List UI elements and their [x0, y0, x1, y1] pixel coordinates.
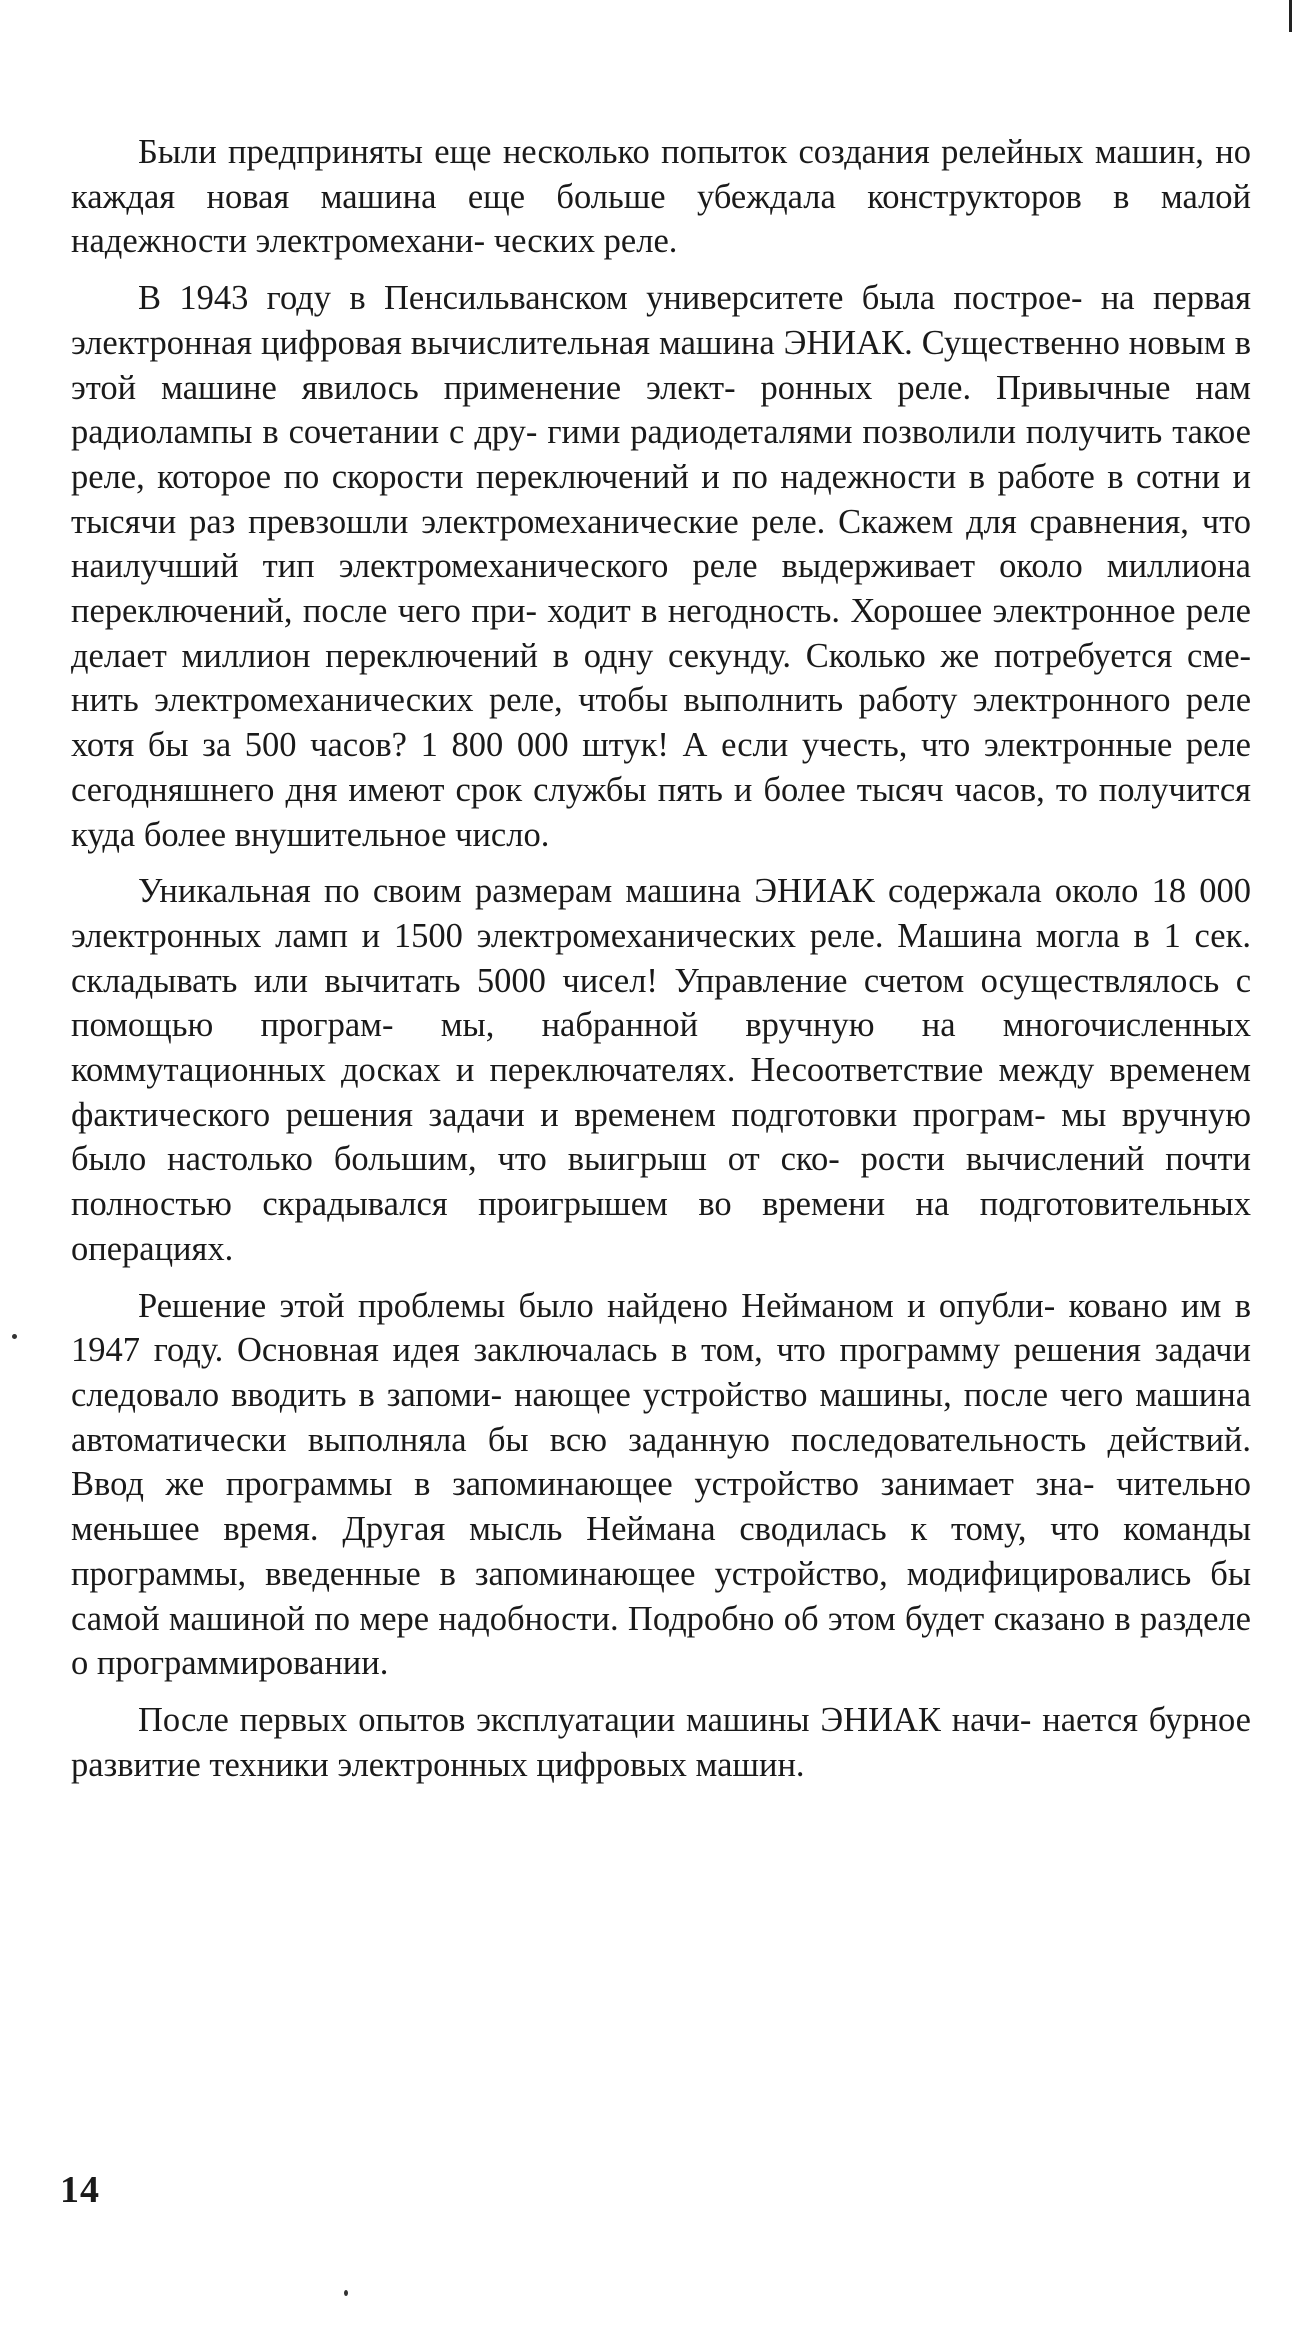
body-text	[71, 130, 1251, 1799]
paragraph-4	[71, 1284, 1251, 1686]
text-line: чительно меньшее время. Другая мысль Неймана сводилась к	[71, 1465, 1252, 1549]
scan-speck	[344, 2290, 348, 2296]
text-line: реле. Машина могла в 1 сек. складывать или вычитать 5000	[71, 916, 1251, 1000]
paragraph-2	[71, 276, 1251, 857]
text-line: досках и переключателях. Несоответствие между временем	[340, 1051, 1251, 1090]
text-line: ходит в негодность. Хорошее электронное реле делает миллион	[71, 592, 1251, 675]
text-line: около 18 000 электронных ламп и 1500 электромеханических	[71, 872, 1252, 955]
text-line: рости вычислений почти полностью скрадывался проигрышем	[71, 1140, 1252, 1224]
text-line: более внушительное число.	[143, 815, 550, 854]
text-line: мы вручную было настолько большим, что выигрыш от ско-	[71, 1095, 1251, 1179]
text-line: Были предприняты еще несколько попыток создания	[138, 133, 930, 171]
paragraph-3	[71, 869, 1251, 1271]
text-line: надобности. Подробно об этом будет сказано в разделе о	[71, 1599, 1251, 1683]
text-line: выдерживает около миллиона переключений, после чего при-	[71, 547, 1251, 631]
text-line: для сравнения, что наилучший тип электромеханического реле	[71, 502, 1251, 586]
text-line: После первых опытов эксплуатации машины ЭНИАК начи-	[138, 1700, 1032, 1739]
scan-speck	[12, 1334, 17, 1339]
text-line: релейных машин, но каждая новая машина еще больше	[71, 133, 1251, 216]
text-line: программировании.	[96, 1644, 389, 1683]
text-line: Решение этой проблемы было найдено Нейманом и опубли-	[138, 1286, 1056, 1325]
text-line: устройство, модифицировались бы самой машиной по мере	[71, 1554, 1252, 1638]
text-line: ронных реле. Привычные нам радиолампы в сочетании с дру-	[71, 368, 1251, 452]
text-line: Существенно новым в этой машине явилось применение элект-	[71, 323, 1251, 407]
paragraph-1	[71, 130, 1251, 264]
text-line: тому, что команды программы, введенные в запоминающее	[71, 1510, 1252, 1593]
text-line: нается бурное развитие техники электронных цифровых машин.	[71, 1700, 1251, 1784]
text-line: нить электромеханических реле, чтобы выполнить работу	[71, 681, 958, 720]
text-line: Уникальная по своим размерам машина ЭНИАК содержала	[138, 872, 1042, 911]
text-line: Ввод же программы в запоминающее устройство занимает зна-	[71, 1465, 1095, 1504]
text-line: переключений в одну секунду. Сколько же потребуется сме-	[325, 636, 1252, 675]
text-line: ческих реле.	[493, 222, 678, 261]
text-line: фактического решения задачи и временем подготовки програм-	[71, 1095, 1046, 1134]
text-line: и тысячи раз превзошли электромеханические реле. Скажем	[71, 457, 1252, 541]
text-line: по скорости переключений и по надежности в работе в сотни	[283, 457, 1221, 496]
scan-edge-mark	[1289, 0, 1292, 32]
text-line: В 1943 году в Пенсильванском университете была построе-	[138, 279, 1083, 318]
text-line: нающее устройство машины, после чего машина автоматически	[71, 1375, 1252, 1459]
text-line: мы, набранной вручную на многочисленных коммутационных	[71, 1006, 1251, 1090]
text-line: ковано им в 1947 году. Основная идея заключалась в том,	[71, 1286, 1251, 1370]
text-line: выполняла бы всю заданную последовательность действий.	[307, 1420, 1251, 1459]
page-number: 14	[60, 2169, 100, 2211]
text-line: во времени на подготовительных операциях.	[71, 1185, 1251, 1268]
paragraph-5	[71, 1698, 1251, 1787]
text-line: чисел! Управление счетом осуществлялось с помощью програм-	[71, 961, 1252, 1045]
text-line: А если учесть, что электронные реле сегодняшнего дня имеют	[71, 726, 1251, 809]
text-line: убеждала конструкторов в малой надежности электромехани-	[71, 177, 1251, 261]
text-line: срок службы пять и более тысяч часов, то получится куда	[71, 770, 1252, 854]
text-line: на первая электронная цифровая вычислительная машина ЭНИАК.	[71, 279, 1251, 362]
text-line: что программу решения задачи следовало вводить в запоми-	[71, 1331, 1252, 1414]
text-line: электронного реле хотя бы за 500 часов? 1 800 000 штук!	[71, 681, 1252, 765]
text-line: гими радиодеталями позволили получить такое реле, которое	[71, 413, 1251, 496]
